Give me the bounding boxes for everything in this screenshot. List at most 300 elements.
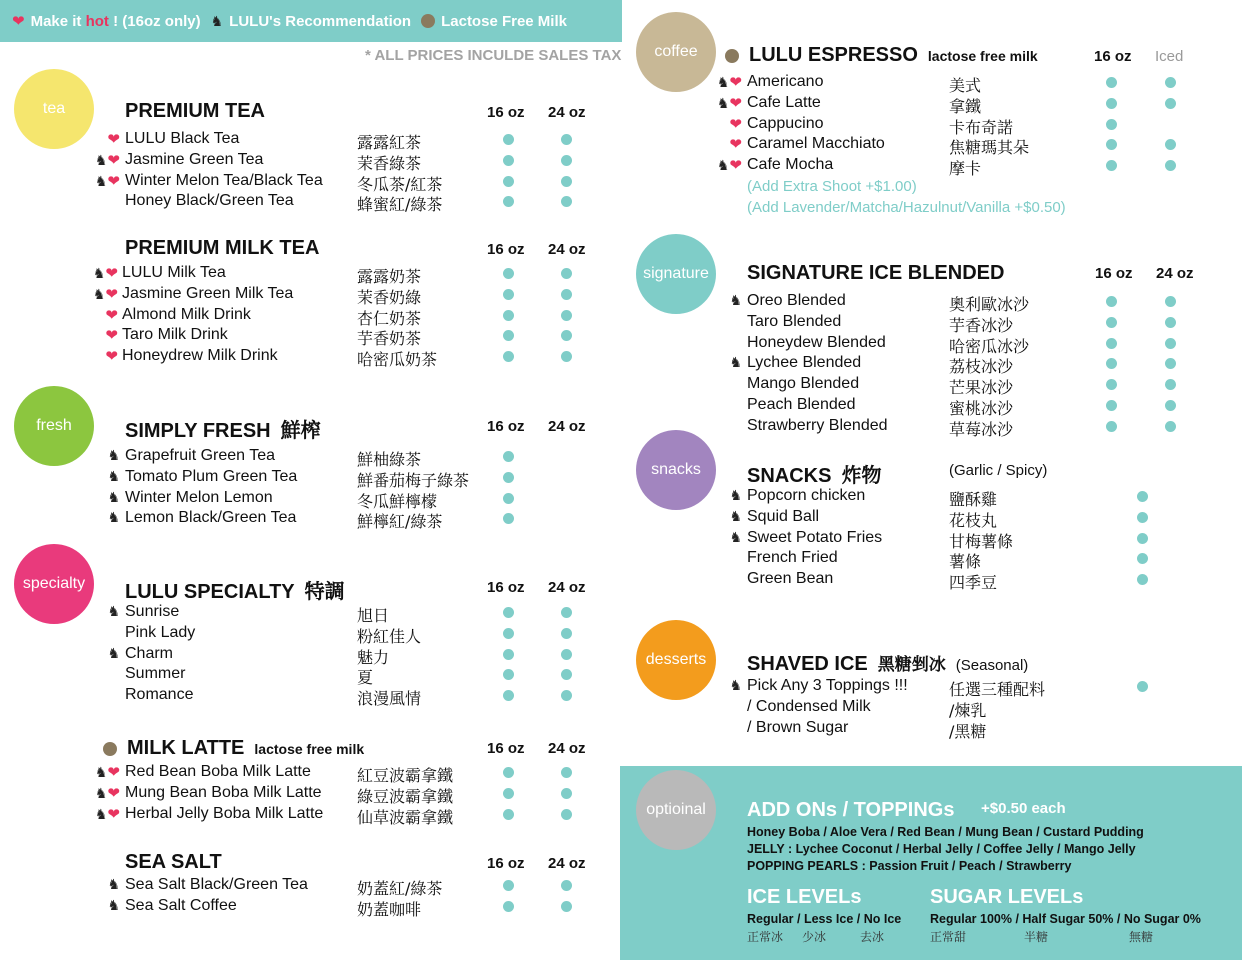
size-available-dot bbox=[503, 155, 514, 166]
menu-item-name: Cafe Latte bbox=[747, 94, 821, 111]
recommendation-icon: ♞ bbox=[94, 806, 108, 822]
menu-item-icons bbox=[80, 151, 120, 169]
menu-item-name: Peach Blended bbox=[747, 396, 856, 413]
legend-hot bbox=[12, 12, 201, 30]
recommendation-icon: ♞ bbox=[94, 173, 108, 189]
size-available-dot bbox=[503, 649, 514, 660]
size-available-dot bbox=[1137, 574, 1148, 585]
recommendation-icon: ♞ bbox=[94, 764, 108, 780]
milk-latte-size-b: 24 oz bbox=[548, 740, 586, 757]
menu-item-icons bbox=[702, 508, 742, 525]
sugar-levels-title: SUGAR LEVELs bbox=[930, 886, 1084, 908]
size-available-dot bbox=[1137, 533, 1148, 544]
menu-item-name: Taro Milk Drink bbox=[122, 326, 228, 343]
menu-item-name-zh: 綠豆波霸拿鐵 bbox=[357, 787, 454, 806]
menu-item-icons bbox=[80, 509, 120, 526]
size-available-dot bbox=[1165, 296, 1176, 307]
circle-specialty: specialty bbox=[14, 544, 94, 624]
recommendation-icon: ♞ bbox=[94, 785, 108, 801]
menu-item-name: Mango Blended bbox=[747, 375, 860, 392]
menu-item-name-zh: 浪漫風情 bbox=[357, 689, 422, 708]
size-available-dot bbox=[503, 493, 514, 504]
addons-line-3: POPPING PEARLS : Passion Fruit / Peach / Strawberry bbox=[747, 859, 1072, 873]
menu-item-icons bbox=[702, 677, 742, 694]
menu-item-icons bbox=[702, 115, 742, 133]
heart-icon: ❤ bbox=[105, 307, 118, 324]
recommendation-icon: ♞ bbox=[729, 529, 742, 545]
menu-item-name: LULU Milk Tea bbox=[122, 264, 226, 281]
addons-price: +$0.50 each bbox=[981, 800, 1066, 817]
recommendation-icon: ♞ bbox=[107, 489, 120, 505]
simply-fresh-title-zh: 鮮榨 bbox=[280, 420, 321, 442]
size-available-dot bbox=[1137, 553, 1148, 564]
legend-recommendation bbox=[211, 13, 411, 30]
signature-size-a: 16 oz bbox=[1095, 265, 1133, 282]
menu-item-name-zh: 芋香冰沙 bbox=[949, 316, 1014, 335]
menu-item-name-zh: 鹽酥雞 bbox=[949, 490, 998, 509]
simply-fresh-size-a: 16 oz bbox=[487, 418, 525, 435]
menu-item-name: Cappucino bbox=[747, 115, 824, 132]
size-available-dot bbox=[503, 310, 514, 321]
ice-levels-text: Regular / Less Ice / No Ice bbox=[747, 912, 902, 926]
recommendation-icon: ♞ bbox=[107, 876, 120, 892]
size-available-dot bbox=[561, 289, 572, 300]
recommendation-icon: ♞ bbox=[107, 645, 120, 661]
menu-item-name-zh: 蜂蜜紅/綠茶 bbox=[357, 195, 443, 214]
recommendation-icon: ♞ bbox=[107, 603, 120, 619]
menu-item-name-zh: 薯條 bbox=[949, 552, 982, 571]
espresso-note-shot: (Add Extra Shoot +$1.00) bbox=[747, 178, 917, 195]
menu-item-name-zh: 奶蓋咖啡 bbox=[357, 900, 422, 919]
menu-item-name: / Condensed Milk bbox=[747, 698, 871, 715]
size-available-dot bbox=[503, 607, 514, 618]
menu-item-name: Grapefruit Green Tea bbox=[125, 447, 276, 464]
size-available-dot bbox=[1137, 512, 1148, 523]
menu-item-icons bbox=[702, 292, 742, 309]
size-available-dot bbox=[503, 513, 514, 524]
menu-item-icons bbox=[702, 73, 742, 91]
menu-item-icons bbox=[78, 306, 118, 324]
simply-fresh-title: SIMPLY FRESH 鮮榨 bbox=[125, 414, 321, 443]
lulu-specialty-size-b: 24 oz bbox=[548, 579, 586, 596]
menu-item-name-zh: 茉香奶綠 bbox=[357, 288, 422, 307]
size-available-dot bbox=[1106, 379, 1117, 390]
menu-item-name-zh: 蜜桃冰沙 bbox=[949, 399, 1014, 418]
menu-item-name: Summer bbox=[125, 665, 186, 682]
tax-note: * ALL PRICES INCULDE SALES TAX bbox=[365, 47, 622, 64]
recommendation-icon: ♞ bbox=[729, 354, 742, 370]
menu-item-name-zh: 美式 bbox=[949, 76, 982, 95]
menu-item-icons bbox=[80, 130, 120, 148]
menu-item-icons bbox=[80, 897, 120, 914]
size-available-dot bbox=[561, 690, 572, 701]
size-available-dot bbox=[561, 767, 572, 778]
menu-item-name: Honey Black/Green Tea bbox=[125, 192, 294, 209]
size-available-dot bbox=[503, 690, 514, 701]
premium-tea-size-b: 24 oz bbox=[548, 104, 586, 121]
menu-item-name: Jasmine Green Tea bbox=[125, 151, 264, 168]
menu-item-name-zh: 冬瓜茶/紅茶 bbox=[357, 175, 443, 194]
menu-item-name-zh: 仙草波霸拿鐵 bbox=[357, 808, 454, 827]
sugar-levels-text: Regular 100% / Half Sugar 50% / No Sugar 0% bbox=[930, 912, 1201, 926]
recommendation-icon: ♞ bbox=[729, 292, 742, 308]
size-available-dot bbox=[1165, 421, 1176, 432]
size-available-dot bbox=[561, 155, 572, 166]
legend-hot-text: Make it hot ! (16oz only) bbox=[30, 12, 201, 30]
sea-salt-size-b: 24 oz bbox=[548, 855, 586, 872]
menu-item-name-zh: 夏 bbox=[357, 668, 374, 687]
menu-item-name-zh: 露露紅茶 bbox=[357, 133, 422, 152]
ice-level-zh-less: 少冰 bbox=[802, 930, 827, 944]
menu-item-icons bbox=[80, 603, 120, 620]
menu-item-name: Pick Any 3 Toppings !!! bbox=[747, 677, 908, 694]
size-available-dot bbox=[503, 628, 514, 639]
size-available-dot bbox=[503, 196, 514, 207]
size-available-dot bbox=[1137, 491, 1148, 502]
menu-item-icons bbox=[78, 347, 118, 365]
menu-item-name: Honeydrew Milk Drink bbox=[122, 347, 278, 364]
size-available-dot bbox=[561, 310, 572, 321]
sugar-level-zh-half: 半糖 bbox=[1024, 930, 1049, 944]
menu-item-name-zh: 草莓冰沙 bbox=[949, 420, 1014, 439]
addons-line-2: JELLY : Lychee Coconut / Herbal Jelly / Coffee Jelly / Mango Jelly bbox=[747, 842, 1136, 856]
signature-ice-blended-title: SIGNATURE ICE BLENDED bbox=[747, 262, 1005, 284]
addons-line-1: Honey Boba / Aloe Vera / Red Bean / Mung Bean / Custard Pudding bbox=[747, 825, 1144, 839]
menu-item-icons bbox=[80, 645, 120, 662]
heart-icon: ❤ bbox=[105, 327, 118, 344]
menu-item-name-zh: 露露奶茶 bbox=[357, 267, 422, 286]
menu-item-name: Winter Melon Lemon bbox=[125, 489, 273, 506]
menu-item-name-zh: /黑糖 bbox=[949, 722, 987, 741]
menu-item-name-zh: 四季豆 bbox=[949, 573, 998, 592]
menu-item-name-zh: 花枝丸 bbox=[949, 511, 998, 530]
size-available-dot bbox=[561, 669, 572, 680]
recommendation-icon: ♞ bbox=[107, 509, 120, 525]
size-available-dot bbox=[1106, 317, 1117, 328]
size-available-dot bbox=[1165, 358, 1176, 369]
menu-item-name-zh: 任選三種配料 bbox=[949, 680, 1046, 699]
size-available-dot bbox=[503, 767, 514, 778]
menu-item-name-zh: 旭日 bbox=[357, 606, 390, 625]
size-available-dot bbox=[1165, 317, 1176, 328]
lactose-free-icon bbox=[725, 49, 739, 63]
menu-item-name-zh: 哈密瓜奶茶 bbox=[357, 350, 438, 369]
size-available-dot bbox=[561, 788, 572, 799]
menu-item-name: Lemon Black/Green Tea bbox=[125, 509, 297, 526]
heart-icon: ❤ bbox=[729, 95, 742, 112]
menu-item-name: Squid Ball bbox=[747, 508, 820, 525]
size-available-dot bbox=[561, 649, 572, 660]
lulu-espresso-size-a: 16 oz bbox=[1094, 48, 1132, 65]
menu-item-name: Jasmine Green Milk Tea bbox=[122, 285, 294, 302]
menu-item-name-zh: 荔枝冰沙 bbox=[949, 357, 1014, 376]
heart-icon: ❤ bbox=[107, 764, 120, 781]
menu-item-name: Charm bbox=[125, 645, 174, 662]
menu-item-name: LULU Black Tea bbox=[125, 130, 240, 147]
menu-item-icons bbox=[702, 529, 742, 546]
menu-item-name: Americano bbox=[747, 73, 824, 90]
recommendation-icon: ♞ bbox=[107, 447, 120, 463]
ice-level-zh-regular: 正常冰 bbox=[747, 930, 784, 944]
lulu-specialty-title: LULU SPECIALTY 特調 bbox=[125, 575, 345, 604]
menu-item-icons bbox=[78, 264, 118, 282]
heart-icon: ❤ bbox=[107, 131, 120, 148]
menu-item-icons bbox=[702, 156, 742, 174]
legend-recommendation-text: LULU's Recommendation bbox=[229, 12, 412, 30]
menu-item-name-zh: 冬瓜鮮檸檬 bbox=[357, 492, 438, 511]
menu-item-icons bbox=[80, 784, 120, 802]
recommendation-icon: ♞ bbox=[716, 95, 730, 111]
ice-levels-title: ICE LEVELs bbox=[747, 886, 862, 908]
recommendation-icon: ♞ bbox=[716, 157, 730, 173]
menu-item-name: Taro Blended bbox=[747, 313, 842, 330]
menu-item-icons bbox=[80, 447, 120, 464]
recommendation-icon: ♞ bbox=[107, 897, 120, 913]
menu-item-name-zh: 摩卡 bbox=[949, 159, 982, 178]
menu-item-name-zh: 拿鐵 bbox=[949, 97, 982, 116]
circle-signature: signature bbox=[636, 234, 716, 314]
menu-item-name: Mung Bean Boba Milk Latte bbox=[125, 784, 322, 801]
circle-tea: tea bbox=[14, 69, 94, 149]
menu-item-name-zh: 甘梅薯條 bbox=[949, 532, 1014, 551]
menu-item-name: Romance bbox=[125, 686, 194, 703]
circle-fresh: fresh bbox=[14, 386, 94, 466]
menu-item-name: Cafe Mocha bbox=[747, 156, 834, 173]
size-available-dot bbox=[561, 351, 572, 362]
size-available-dot bbox=[503, 788, 514, 799]
menu-item-icons bbox=[80, 876, 120, 893]
size-available-dot bbox=[1106, 421, 1117, 432]
size-available-dot bbox=[1106, 296, 1117, 307]
sugar-level-zh-regular: 正常甜 bbox=[930, 930, 967, 944]
size-available-dot bbox=[561, 628, 572, 639]
menu-item-name-zh: 哈密瓜冰沙 bbox=[949, 337, 1030, 356]
menu-item-name: Sunrise bbox=[125, 603, 180, 620]
lulu-espresso-subtitle: lactose free milk bbox=[927, 48, 1038, 64]
size-available-dot bbox=[1165, 338, 1176, 349]
size-available-dot bbox=[1165, 139, 1176, 150]
heart-icon: ❤ bbox=[105, 286, 118, 303]
menu-item-name-zh: 奶蓋紅/綠茶 bbox=[357, 879, 443, 898]
recommendation-icon: ♞ bbox=[92, 265, 106, 281]
size-available-dot bbox=[503, 268, 514, 279]
recommendation-icon: ♞ bbox=[107, 468, 120, 484]
menu-item-icons bbox=[80, 763, 120, 781]
size-available-dot bbox=[561, 809, 572, 820]
size-available-dot bbox=[503, 330, 514, 341]
recommendation-icon: ♞ bbox=[94, 152, 108, 168]
milk-latte-size-a: 16 oz bbox=[487, 740, 525, 757]
menu-item-name: Honeydew Blended bbox=[747, 334, 886, 351]
recommendation-icon: ♞ bbox=[729, 487, 742, 503]
size-available-dot bbox=[503, 669, 514, 680]
size-available-dot bbox=[503, 289, 514, 300]
menu-item-name-zh: 奧利歐冰沙 bbox=[949, 295, 1030, 314]
menu-item-name: Pink Lady bbox=[125, 624, 196, 641]
size-available-dot bbox=[503, 809, 514, 820]
premium-tea-title: PREMIUM TEA bbox=[125, 100, 265, 122]
ice-level-zh-none: 去冰 bbox=[860, 930, 885, 944]
menu-item-name-zh: 鮮番茄梅子綠茶 bbox=[357, 471, 470, 490]
menu-item-name: Winter Melon Tea/Black Tea bbox=[125, 172, 323, 189]
size-available-dot bbox=[503, 880, 514, 891]
circle-optional: optioinal bbox=[636, 770, 716, 850]
recommendation-icon: ♞ bbox=[729, 508, 742, 524]
recommendation-icon: ♞ bbox=[210, 12, 224, 29]
menu-item-icons bbox=[702, 94, 742, 112]
menu-item-name: Lychee Blended bbox=[747, 354, 862, 371]
menu-item-icons bbox=[702, 487, 742, 504]
menu-item-name-zh: 杏仁奶茶 bbox=[357, 309, 422, 328]
recommendation-icon: ♞ bbox=[92, 286, 106, 302]
menu-item-icons bbox=[78, 326, 118, 344]
size-available-dot bbox=[561, 134, 572, 145]
premium-milk-tea-title: PREMIUM MILK TEA bbox=[125, 237, 320, 259]
menu-item-name-zh: 紅豆波霸拿鐵 bbox=[357, 766, 454, 785]
menu-item-name: Sweet Potato Fries bbox=[747, 529, 883, 546]
legend-lactose-text: Lactose Free Milk bbox=[441, 12, 567, 30]
legend-bar bbox=[0, 0, 622, 42]
size-available-dot bbox=[503, 176, 514, 187]
circle-desserts: desserts bbox=[636, 620, 716, 700]
menu-item-name-zh: 芋香奶茶 bbox=[357, 329, 422, 348]
menu-item-name: Popcorn chicken bbox=[747, 487, 866, 504]
size-available-dot bbox=[503, 901, 514, 912]
size-available-dot bbox=[503, 472, 514, 483]
menu-item-name: Caramel Macchiato bbox=[747, 135, 885, 152]
menu-item-name: Sea Salt Coffee bbox=[125, 897, 237, 914]
size-available-dot bbox=[1137, 681, 1148, 692]
size-available-dot bbox=[1106, 139, 1117, 150]
lactose-free-icon bbox=[103, 742, 117, 756]
heart-icon: ❤ bbox=[12, 13, 25, 30]
size-available-dot bbox=[1106, 358, 1117, 369]
circle-coffee: coffee bbox=[636, 12, 716, 92]
sea-salt-size-a: 16 oz bbox=[487, 855, 525, 872]
premium-tea-size-a: 16 oz bbox=[487, 104, 525, 121]
menu-item-name-zh: 茉香綠茶 bbox=[357, 154, 422, 173]
size-available-dot bbox=[561, 880, 572, 891]
heart-icon: ❤ bbox=[729, 74, 742, 91]
menu-item-name-zh: /煉乳 bbox=[949, 701, 987, 720]
size-available-dot bbox=[561, 330, 572, 341]
menu-item-name: Oreo Blended bbox=[747, 292, 846, 309]
milk-latte-title: MILK LATTE lactose free milk bbox=[103, 737, 364, 760]
menu-item-name: French Fried bbox=[747, 549, 838, 566]
espresso-note-flavor: (Add Lavender/Matcha/Hazulnut/Vanilla +$0.50) bbox=[747, 199, 1066, 216]
heart-icon: ❤ bbox=[729, 136, 742, 153]
recommendation-icon: ♞ bbox=[729, 677, 742, 693]
heart-icon: ❤ bbox=[105, 265, 118, 282]
heart-icon: ❤ bbox=[729, 116, 742, 133]
menu-item-name: Green Bean bbox=[747, 570, 834, 587]
heart-icon: ❤ bbox=[107, 173, 120, 190]
size-available-dot bbox=[1165, 400, 1176, 411]
shaved-ice-title-zh: 黑糖剉冰 bbox=[877, 655, 946, 674]
size-available-dot bbox=[561, 268, 572, 279]
menu-item-icons bbox=[80, 805, 120, 823]
size-available-dot bbox=[503, 351, 514, 362]
lulu-specialty-size-a: 16 oz bbox=[487, 579, 525, 596]
lulu-espresso-title: LULU ESPRESSO lactose free milk bbox=[725, 44, 1038, 67]
size-available-dot bbox=[1106, 98, 1117, 109]
menu-item-name-zh: 鮮檸紅/綠茶 bbox=[357, 512, 443, 531]
menu-item-icons bbox=[80, 172, 120, 190]
menu-item-icons bbox=[80, 468, 120, 485]
size-available-dot bbox=[503, 134, 514, 145]
menu-item-name: Red Bean Boba Milk Latte bbox=[125, 763, 311, 780]
size-available-dot bbox=[561, 196, 572, 207]
menu-item-name: Strawberry Blended bbox=[747, 417, 888, 434]
menu-item-name-zh: 鮮柚綠茶 bbox=[357, 450, 422, 469]
premium-milk-tea-size-a: 16 oz bbox=[487, 241, 525, 258]
sugar-level-zh-none: 無糖 bbox=[1129, 930, 1154, 944]
heart-icon: ❤ bbox=[107, 785, 120, 802]
menu-item-name: Sea Salt Black/Green Tea bbox=[125, 876, 308, 893]
menu-item-name: Tomato Plum Green Tea bbox=[125, 468, 298, 485]
size-available-dot bbox=[1165, 98, 1176, 109]
optional-panel bbox=[620, 766, 1242, 960]
milk-latte-subtitle: lactose free milk bbox=[254, 741, 365, 757]
circle-snacks: snacks bbox=[636, 430, 716, 510]
menu-item-icons bbox=[80, 489, 120, 506]
size-available-dot bbox=[561, 901, 572, 912]
size-available-dot bbox=[561, 176, 572, 187]
size-available-dot bbox=[1106, 160, 1117, 171]
recommendation-icon: ♞ bbox=[716, 74, 730, 90]
size-available-dot bbox=[1106, 400, 1117, 411]
lactose-free-icon bbox=[421, 14, 435, 28]
lulu-espresso-size-b: Iced bbox=[1155, 48, 1184, 65]
sea-salt-title: SEA SALT bbox=[125, 851, 222, 873]
heart-icon: ❤ bbox=[729, 157, 742, 174]
menu-item-icons bbox=[78, 285, 118, 303]
menu-item-name-zh: 粉紅佳人 bbox=[357, 627, 422, 646]
shaved-ice-title: SHAVED ICE 黑糖剉冰 (Seasonal) bbox=[747, 650, 1028, 676]
simply-fresh-size-b: 24 oz bbox=[548, 418, 586, 435]
menu-item-name: Almond Milk Drink bbox=[122, 306, 251, 323]
heart-icon: ❤ bbox=[107, 152, 120, 169]
heart-icon: ❤ bbox=[107, 806, 120, 823]
premium-milk-tea-size-b: 24 oz bbox=[548, 241, 586, 258]
shaved-ice-note: (Seasonal) bbox=[955, 657, 1029, 674]
size-available-dot bbox=[1165, 379, 1176, 390]
menu-item-name-zh: 芒果冰沙 bbox=[949, 378, 1014, 397]
menu-item-name-zh: 魅力 bbox=[357, 648, 390, 667]
addons-title: ADD ONs / TOPPINGs bbox=[747, 799, 955, 821]
size-available-dot bbox=[1106, 338, 1117, 349]
snacks-title: SNACKS 炸物 bbox=[747, 459, 881, 488]
size-available-dot bbox=[1106, 77, 1117, 88]
legend-lactose bbox=[421, 13, 567, 30]
size-available-dot bbox=[561, 607, 572, 618]
heart-icon: ❤ bbox=[105, 348, 118, 365]
menu-item-name-zh: 卡布奇諾 bbox=[949, 118, 1014, 137]
menu-item-icons bbox=[702, 354, 742, 371]
signature-size-b: 24 oz bbox=[1156, 265, 1194, 282]
size-available-dot bbox=[1165, 77, 1176, 88]
size-available-dot bbox=[1165, 160, 1176, 171]
menu-item-name: / Brown Sugar bbox=[747, 719, 849, 736]
menu-item-name-zh: 焦糖瑪其朵 bbox=[949, 138, 1030, 157]
lulu-specialty-title-zh: 特調 bbox=[304, 581, 345, 603]
size-available-dot bbox=[1106, 119, 1117, 130]
menu-item-icons bbox=[702, 135, 742, 153]
menu-item-name: Herbal Jelly Boba Milk Latte bbox=[125, 805, 324, 822]
snacks-note: (Garlic / Spicy) bbox=[949, 462, 1048, 479]
size-available-dot bbox=[503, 451, 514, 462]
snacks-title-zh: 炸物 bbox=[841, 465, 882, 487]
